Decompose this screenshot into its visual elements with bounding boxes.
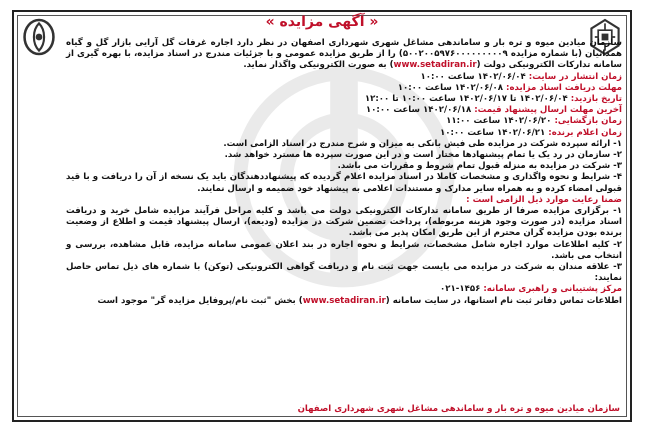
date-opening: زمان بازگشایی: ۱۴۰۲/۰۶/۲۰ ساعت ۱۱:۰۰	[446, 116, 622, 127]
date-publish: زمان انتشار در سایت: ۱۴۰۲/۰۶/۰۴ ساعت ۱۰:۰۰	[420, 71, 622, 82]
required-item: ۲- کلیه اطلاعات موارد اجاره شامل مشخصات، شرایط و نحوه اجاره در بند اعلان عمومی سامانه مزایده، قابل مشاهده، بررسی و انتخاب می باشد.	[66, 239, 622, 261]
condition-item: ۴- شرایط و نحوه واگذاری و مشخصات کاملا در اسناد مزایده اعلام گردیده که پیشنهاددهندگان باید یک نسخه از آن را دریافت و با قید قبولی امضاء کرده و به همراه سایر مدارک و مستندات اعلامی به پیشنهاد خود ضمیمه و ارسال نمایند.	[66, 172, 622, 194]
required-item: ۱- برگزاری مزایده صرفا از طریق سامانه تدارکات الکترونیکی دولت می باشد و کلیه مراحل فرآیند مزایده شامل خرید و دریافت اسناد مزایده (در صورت وجود هزینه مربوطه)، پرداخت تضمین شرکت در مزایده (ودیعه)، ارسال پیشنهاد قیمت و اطلاع از وضعیت برنده بودن مزایده گران محترم از این طریق امکان پذیر می باشد.	[66, 206, 622, 239]
date-visit: تاریخ بازدید: ۱۴۰۲/۰۶/۰۴ تا ۱۴۰۲/۰۶/۱۷ ساعت ۱۰:۰۰ تا ۱۲:۰۰	[364, 94, 622, 105]
condition-item: ۲- سازمان در رد یک یا تمام پیشنهادها مختار است و در این صورت سپرده ها مسترد خواهد شد.	[224, 150, 622, 161]
required-item: ۳- علاقه مندان به شرکت در مزایده می بایست جهت ثبت نام و دریافت گواهی الکترونیکی (توکن) با شماره های ذیل تماس حاصل نمایند:	[66, 262, 622, 284]
footer-organization: سازمان میادین میوه و تره بار و ساماندهی مشاغل شهری شهرداری اصفهان	[297, 404, 620, 414]
setadiran-link[interactable]: www.setadiran.ir	[393, 60, 477, 71]
date-winner: زمان اعلام برنده: ۱۴۰۲/۰۶/۲۱ ساعت ۱۰:۰۰	[439, 127, 622, 138]
condition-item: ۳- شرکت در مزایده به منزله قبول تمام شروط و مقررات می باشد.	[337, 161, 622, 172]
setadiran-link-2[interactable]: www.setadiran.ir	[302, 295, 386, 306]
notice-body	[66, 38, 622, 307]
required-heading: ضمنا رعایت موارد ذیل الزامی است :	[466, 194, 622, 205]
date-deadline: آخرین مهلت ارسال پیشنهاد قیمت: ۱۴۰۲/۰۶/۱۸ ساعت ۱۰:۰۰	[365, 105, 622, 116]
date-documents: مهلت دریافت اسناد مزایده: ۱۴۰۲/۰۶/۰۸ ساعت ۱۰:۰۰	[397, 82, 622, 93]
support-center: مرکز پشتیبانی و راهبری سامانه: ۱۴۵۶-۰۲۱	[440, 284, 622, 295]
notice-title: « آگهی مزایده »	[265, 14, 379, 30]
auction-notice	[12, 10, 632, 422]
info-paragraph: اطلاعات تماس دفاتر ثبت نام استانها، در سایت سامانه (www.setadiran.ir) بخش "ثبت نام/پروفایل مزایده گر" موجود است	[97, 295, 622, 306]
condition-item: ۱- ارائه سپرده شرکت در مزایده طی فیش بانکی به میزان و شرح مندرج در اسناد الزامی است.	[223, 138, 622, 149]
intro-paragraph: سازمان میادین میوه و تره بار و ساماندهی مشاغل شهری شهرداری اصفهان در نظر دارد اجاره غرفات گل آرایی بازار گل و گیاه همدانیان (با شماره مزایده ۵۰۰۲۰۰۵۹۷۶۰۰۰۰۰۰۰۰۰۹) را از طریق مزایده عمومی و با جزئیات مندرج در اسناد مزایده، با بهره گیری از سامانه تدارکات الکترونیکی دولت (www.setadiran.ir) به صورت الکترونیکی واگذار نماید.	[66, 38, 622, 71]
